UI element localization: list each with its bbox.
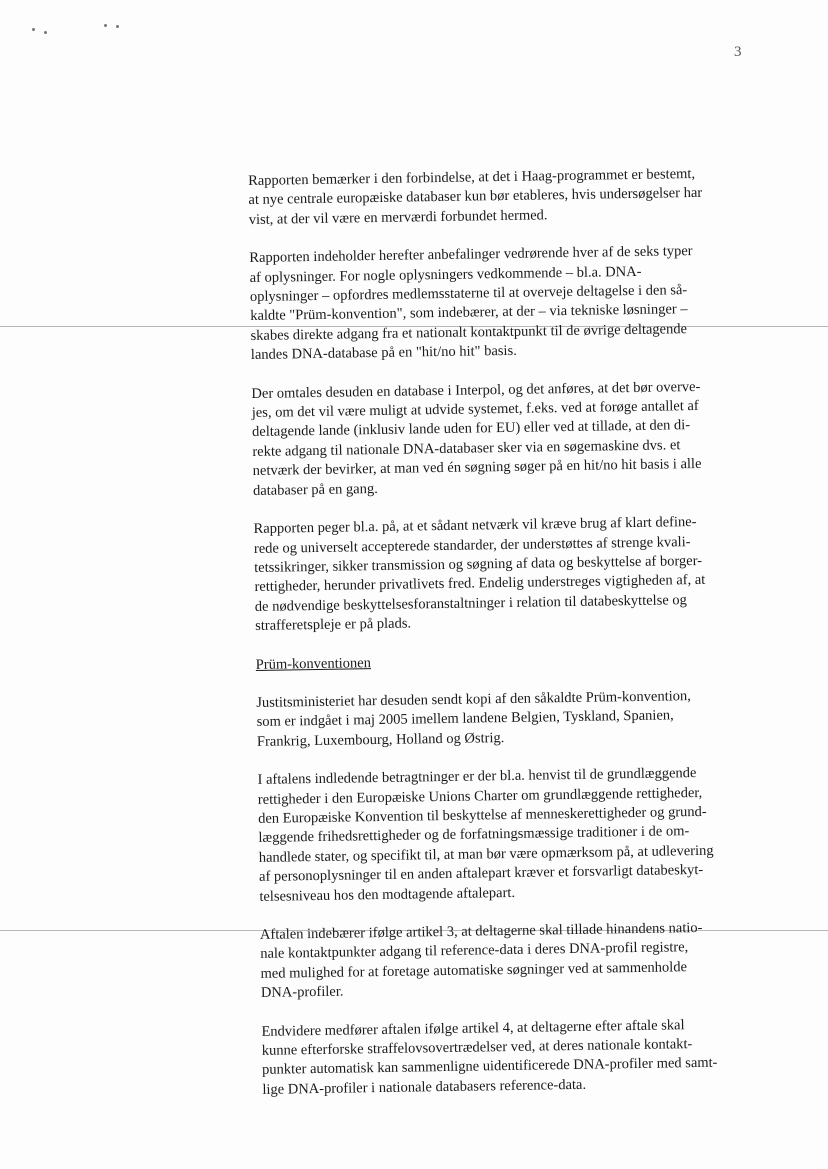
text-line: med mulighed for at foretage automatiske søgninger ved at sammenholde [260, 959, 688, 982]
text-line: som er indgået i maj 2005 imellem landene Belgien, Tyskland, Spanien, [256, 707, 674, 731]
text-line: Rapporten bemærker i den forbindelse, at det i Haag-programmet er bestemt, [248, 165, 696, 189]
document-body [248, 164, 783, 1119]
text-line: Rapporten indeholder herefter anbefalinger vedrørende hver af de seks typer [249, 243, 693, 267]
text-line: I aftalens indledende betragtninger er der bl.a. henvist til de grundlæggende [257, 765, 697, 789]
paragraph [257, 763, 779, 907]
text-line: kaldte "Prüm-konvention", som indebærer, at der – via tekniske løsninger – [250, 301, 688, 325]
text-line: Aftalen indebærer ifølge artikel 3, at deltagerne skal tillade hinandens natio- [259, 919, 703, 943]
text-line: Rapporten peger bl.a. på, at et sådant netværk vil kræve brug af klart define- [253, 514, 697, 538]
text-line: Frankrig, Luxembourg, Holland og Østrig. [256, 729, 505, 750]
text-line: nale kontaktpunkter adgang til reference-data i deres DNA-profil registre, [260, 939, 689, 963]
text-line: jes, om det vil være muligt at udvide systemet, f.eks. ved at forøge antallet af [251, 398, 699, 422]
text-line: den Europæiske Konvention til beskyttelse af menneskerettigheder og grund- [258, 803, 707, 827]
text-line: lige DNA-profiler i nationale databasers reference-data. [262, 1076, 587, 1098]
text-line: rettigheder, herunder privatlivets fred. Endelig understreges vigtigheden af, at [254, 572, 706, 596]
text-line: læggende frihedsrettigheder og de forfatningsmæssige traditioner i de om- [258, 823, 690, 847]
text-line: Endvidere medfører aftalen ifølge artikel 4, at deltagerne efter aftale skal [261, 1016, 685, 1040]
text-line: tetssikringer, sikker transmission og søgning af data og beskyttelse af borger- [254, 552, 703, 576]
text-line: rede og universelt accepterede standarder, der understøttes af strenge kvali- [253, 533, 691, 557]
text-line: landes DNA-database på en "hit/no hit" basis. [250, 343, 517, 364]
text-line: af personoplysninger til en anden aftalepart kræver et forsvarligt databeskyt- [258, 862, 704, 886]
text-line: databaser på en gang. [252, 480, 378, 499]
text-line: rekte adgang til nationale DNA-databaser sker via en søgemaskine dvs. et [252, 437, 681, 460]
page-number: 3 [734, 44, 742, 60]
paragraph [251, 376, 773, 501]
text-line: deltagende lande (inklusiv lande uden for EU) eller ved at tillade, at den di- [251, 417, 691, 441]
text-line: netværk der bevirker, at man ved én søgning søger på en hit/no hit basis i alle [252, 456, 702, 480]
text-line: af oplysninger. For nogle oplysningers vedkommende – bl.a. DNA- [249, 263, 642, 286]
paragraph [256, 686, 777, 752]
paragraph [253, 512, 775, 637]
paragraph [261, 1014, 782, 1100]
paragraph [249, 241, 771, 366]
text-line: at nye centrale europæiske databaser kun bør etableres, hvis undersøgelser har [248, 185, 703, 209]
text-line: telsesniveau hos den modtagende aftalepart. [259, 884, 516, 905]
text-line: handlede stater, og specifikt til, at man bør være opmærksom på, at udlevering [258, 842, 714, 866]
text-line: strafferetspleje er på plads. [255, 615, 412, 635]
paragraph [248, 164, 769, 230]
text-line: oplysninger – opfordres medlemsstaterne til at overveje deltagelse i den så- [249, 282, 688, 306]
text-line: vist, at der vil være en merværdi forbundet hermed. [248, 207, 548, 228]
text-line: Justitsministeriet har desuden sendt kopi af den såkaldte Prüm-konvention, [256, 688, 691, 711]
scan-specks [30, 22, 140, 36]
text-line: DNA-profiler. [260, 983, 344, 1002]
text-line: skabes direkte adgang fra et nationalt kontaktpunkt til de øvrige deltagende [250, 320, 688, 344]
text-line: kunne efterforske straffelovsovertrædelser ved, at deres nationale kontakt- [261, 1036, 693, 1059]
text-line: Der omtales desuden en database i Interpol, og det anføres, at det bør overve- [251, 378, 701, 402]
text-line: de nødvendige beskyttelsesforanstaltninger i relation til databeskyttelse og [254, 591, 687, 615]
text-line: punkter automatisk kan sammenligne uidentificerede DNA-profiler med samt- [261, 1055, 718, 1079]
text-line: rettigheder i den Europæiske Unions Charter om grundlæggende rettigheder, [257, 784, 703, 808]
paragraph [260, 918, 781, 1004]
section-heading: Prüm-konventionen [255, 654, 372, 673]
